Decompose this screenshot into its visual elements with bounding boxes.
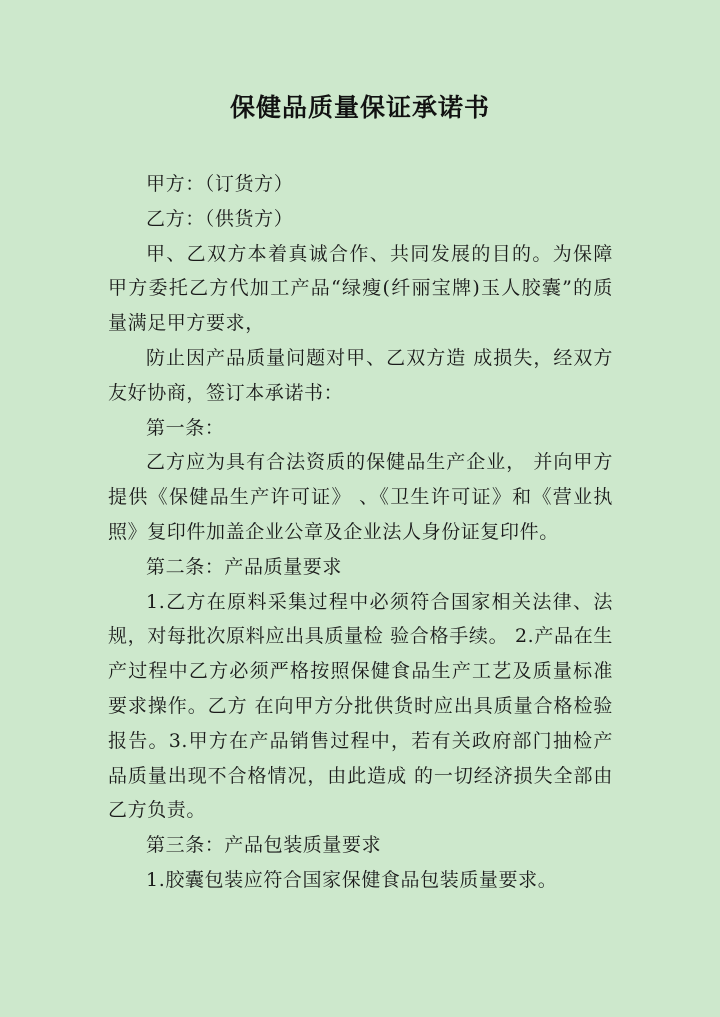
intro-paragraph-2: 防止因产品质量问题对甲、乙双方造 成损失，经双方友好协商，签订本承诺书： <box>108 346 613 404</box>
document-body <box>108 167 613 898</box>
intro-paragraph-1: 甲、乙双方本着真诚合作、共同发展的目的。为保障甲方委托乙方代加工产品“绿瘦(纤丽宝牌)玉人胶囊”的质量满足甲方要求， <box>108 242 613 335</box>
document-title: 保健品质量保证承诺书 <box>229 93 490 122</box>
article-2-text: 1.乙方在原料采集过程中必须符合国家相关法律、法规，对每批次原料应出具质量检 验合格手续。 2.产品在生产过程中乙方必须严格按照保健食品生产工艺及质量标准要求操作。乙方 在向甲方分批供货时应出具质量合格检验报告。3.甲方在产品销售过程中，若有关政府部门抽检产品质量出现不合格情况，由此造成 的一切经济损失全部由乙方负责。 <box>108 590 613 822</box>
article-1-heading: 第一条： <box>146 416 225 439</box>
article-3-heading: 第三条：产品包装质量要求 <box>146 834 382 857</box>
article-3-item-1: 1.胶囊包装应符合国家保健食品包装质量要求。 <box>146 868 558 891</box>
article-2-heading: 第二条：产品质量要求 <box>146 555 343 578</box>
party-b-line: 乙方：（供货方） <box>146 207 294 230</box>
article-1-text: 乙方应为具有合法资质的保健品生产企业， 并向甲方提供《保健品生产许可证》 、《卫生许可证》和《营业执照》复印件加盖企业公章及企业法人身份证复印件。 <box>108 451 613 543</box>
party-a-line: 甲方：（订货方） <box>146 173 294 195</box>
